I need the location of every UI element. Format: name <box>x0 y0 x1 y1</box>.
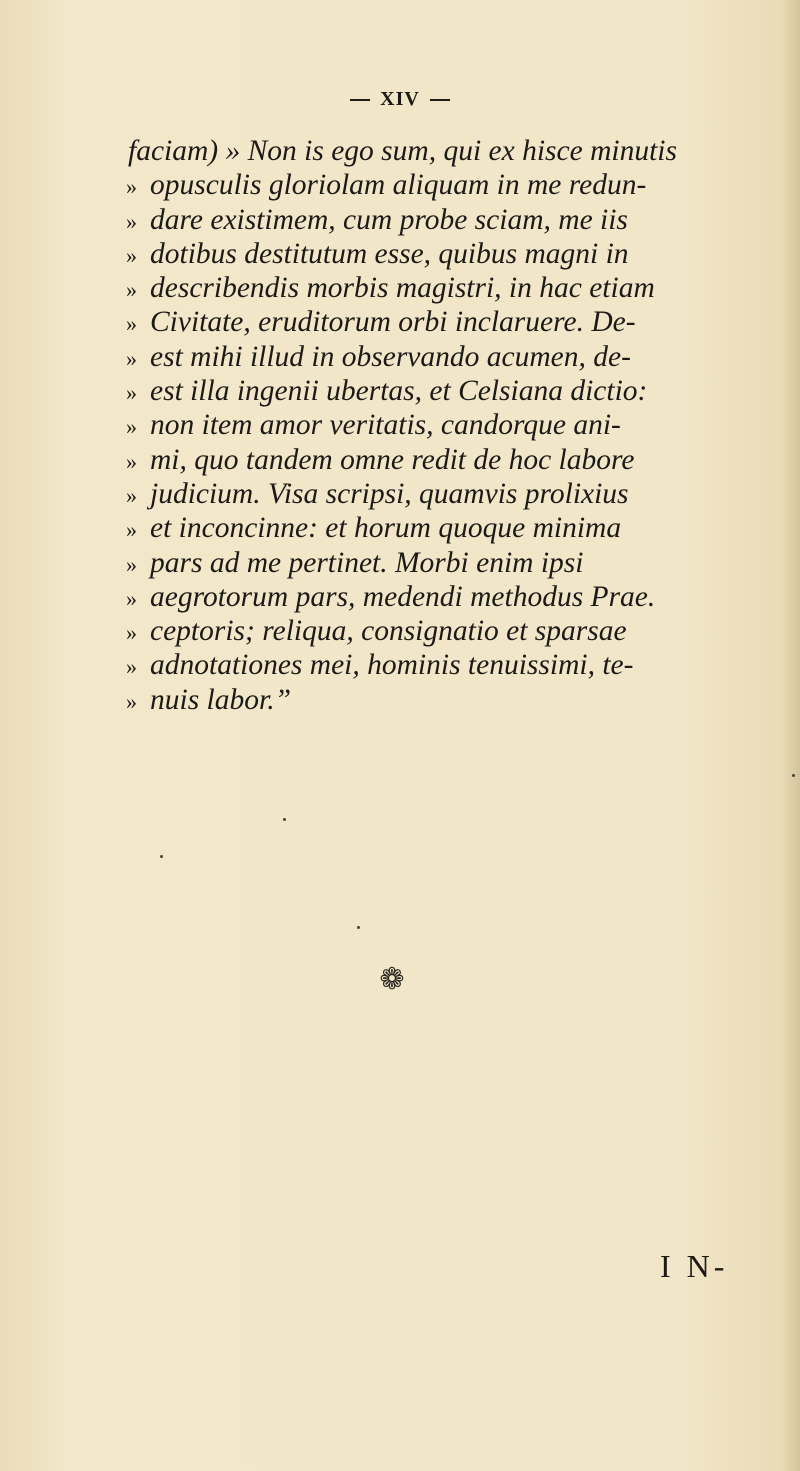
text-line <box>128 477 778 511</box>
line-text: Civitate, eruditorum orbi inclaruere. De- <box>150 306 636 339</box>
line-text: judicium. Visa scripsi, quamvis prolixius <box>150 477 629 510</box>
quote-mark: » <box>126 414 137 440</box>
line-text: adnotationes mei, hominis tenuissimi, te- <box>150 649 634 682</box>
text-line <box>128 168 778 202</box>
quote-mark: » <box>126 208 137 234</box>
line-text: dotibus destitutum esse, quibus magni in <box>150 237 629 270</box>
line-text: dare existimem, cum probe sciam, me iis <box>150 203 628 236</box>
header-dash-left <box>350 99 370 101</box>
line-text: describendis morbis magistri, in hac etiam <box>150 272 655 305</box>
quote-mark: » <box>126 688 137 714</box>
text-line <box>128 614 778 648</box>
line-text: est mihi illud in observando acumen, de- <box>150 340 631 373</box>
paper-speck <box>283 818 286 821</box>
paper-speck <box>357 926 360 929</box>
text-line <box>128 374 778 408</box>
text-line <box>128 237 778 271</box>
quote-mark: » <box>126 482 137 508</box>
quote-mark: » <box>126 654 137 680</box>
line-text: mi, quo tandem omne redit de hoc labore <box>150 443 635 476</box>
quote-mark: » <box>126 585 137 611</box>
line-text: nuis labor.” <box>150 683 291 716</box>
quote-mark: » <box>126 345 137 371</box>
paper-speck <box>792 774 795 777</box>
text-line <box>128 580 778 614</box>
line-text: aegrotorum pars, medendi methodus Prae. <box>150 580 656 613</box>
header-dash-right <box>430 99 450 101</box>
line-text: pars ad me pertinet. Morbi enim ipsi <box>150 546 584 579</box>
text-line <box>128 648 778 682</box>
paper-speck <box>160 855 163 858</box>
quote-mark: » <box>126 174 137 200</box>
text-line <box>128 546 778 580</box>
quote-mark: » <box>126 277 137 303</box>
quote-mark: » <box>126 380 137 406</box>
body-text <box>128 134 778 717</box>
text-line <box>128 340 778 374</box>
line-text: est illa ingenii ubertas, et Celsiana dictio: <box>150 375 648 408</box>
line-text: opusculis gloriolam aliquam in me redun- <box>150 169 647 202</box>
quote-mark: » <box>126 551 137 577</box>
text-line <box>128 134 778 168</box>
text-line <box>128 203 778 237</box>
page-number: XIV <box>380 88 420 110</box>
quote-mark: » <box>126 517 137 543</box>
page-header <box>0 88 800 111</box>
line-text: et inconcinne: et horum quoque minima <box>150 512 622 545</box>
text-line <box>128 511 778 545</box>
line-text: faciam) » Non is ego sum, qui ex hisce minutis <box>128 135 677 167</box>
text-line <box>128 305 778 339</box>
line-text: ceptoris; reliqua, consignatio et sparsae <box>150 615 627 648</box>
catchword: I N- <box>660 1248 729 1284</box>
floral-ornament-icon: ❁ <box>379 963 405 996</box>
quote-mark: » <box>126 242 137 268</box>
quote-mark: » <box>126 311 137 337</box>
page-edge-shadow <box>782 0 800 1471</box>
text-line <box>128 683 778 717</box>
quote-mark: » <box>126 448 137 474</box>
quote-mark: » <box>126 620 137 646</box>
text-line <box>128 443 778 477</box>
line-text: non item amor veritatis, candorque ani- <box>150 409 621 442</box>
text-line <box>128 408 778 442</box>
text-line <box>128 271 778 305</box>
